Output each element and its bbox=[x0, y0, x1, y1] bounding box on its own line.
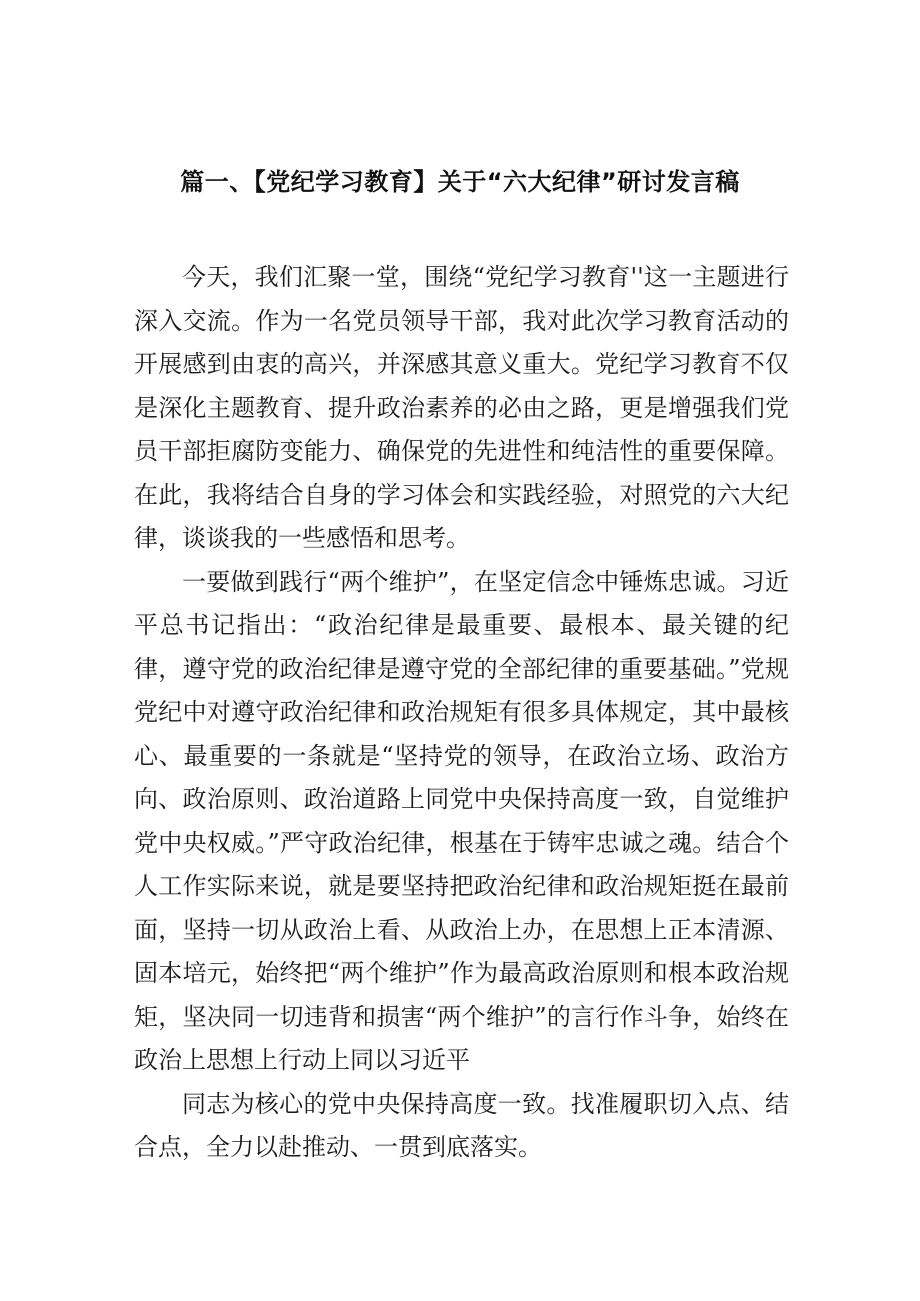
paragraph: 同志为核心的党中央保持高度一致。找准履职切入点、结合点，全力以赴推动、一贯到底落实。 bbox=[134, 1089, 789, 1161]
paragraph: 今天，我们汇聚一堂，围绕“党纪学习教育''这一主题进行深入交流。作为一名党员领导干部，我对此次学习教育活动的开展感到由衷的高兴，并深感其意义重大。党纪学习教育不仅是深化主题教育、提升政治素养的必由之路，更是增强我们党员干部拒腐防变能力、确保党的先进性和纯洁性的重要保障。在此，我将结合自身的学习体会和实践经验，对照党的六大纪律，谈谈我的一些感悟和思考。 bbox=[134, 263, 789, 552]
paragraph: 一要做到践行“两个维护”，在坚定信念中锤炼忠诚。习近平总书记指出：“政治纪律是最重要、最根本、最关键的纪律，遵守党的政治纪律是遵守党的全部纪律的重要基础。”党规党纪中对遵守政治纪律和政治规矩有很多具体规定，其中最核心、最重要的一条就是“坚持党的领导，在政治立场、政治方向、政治原则、政治道路上同党中央保持高度一致，自觉维护党中央权威。”严守政治纪律，根基在于铸牢忠诚之魂。结合个人工作实际来说，就是要坚持把政治纪律和政治规矩挺在最前面，坚持一切从政治上看、从政治上办，在思想上正本清源、固本培元，始终把“两个维护”作为最高政治原则和根本政治规矩，坚决同一切违背和损害“两个维护”的言行作斗争，始终在政治上思想上行动上同以习近平 bbox=[134, 567, 789, 1074]
document-title: 篇一、【党纪学习教育】关于“六大纪律”研讨发言稿 bbox=[180, 168, 740, 196]
document-body bbox=[134, 256, 789, 1170]
